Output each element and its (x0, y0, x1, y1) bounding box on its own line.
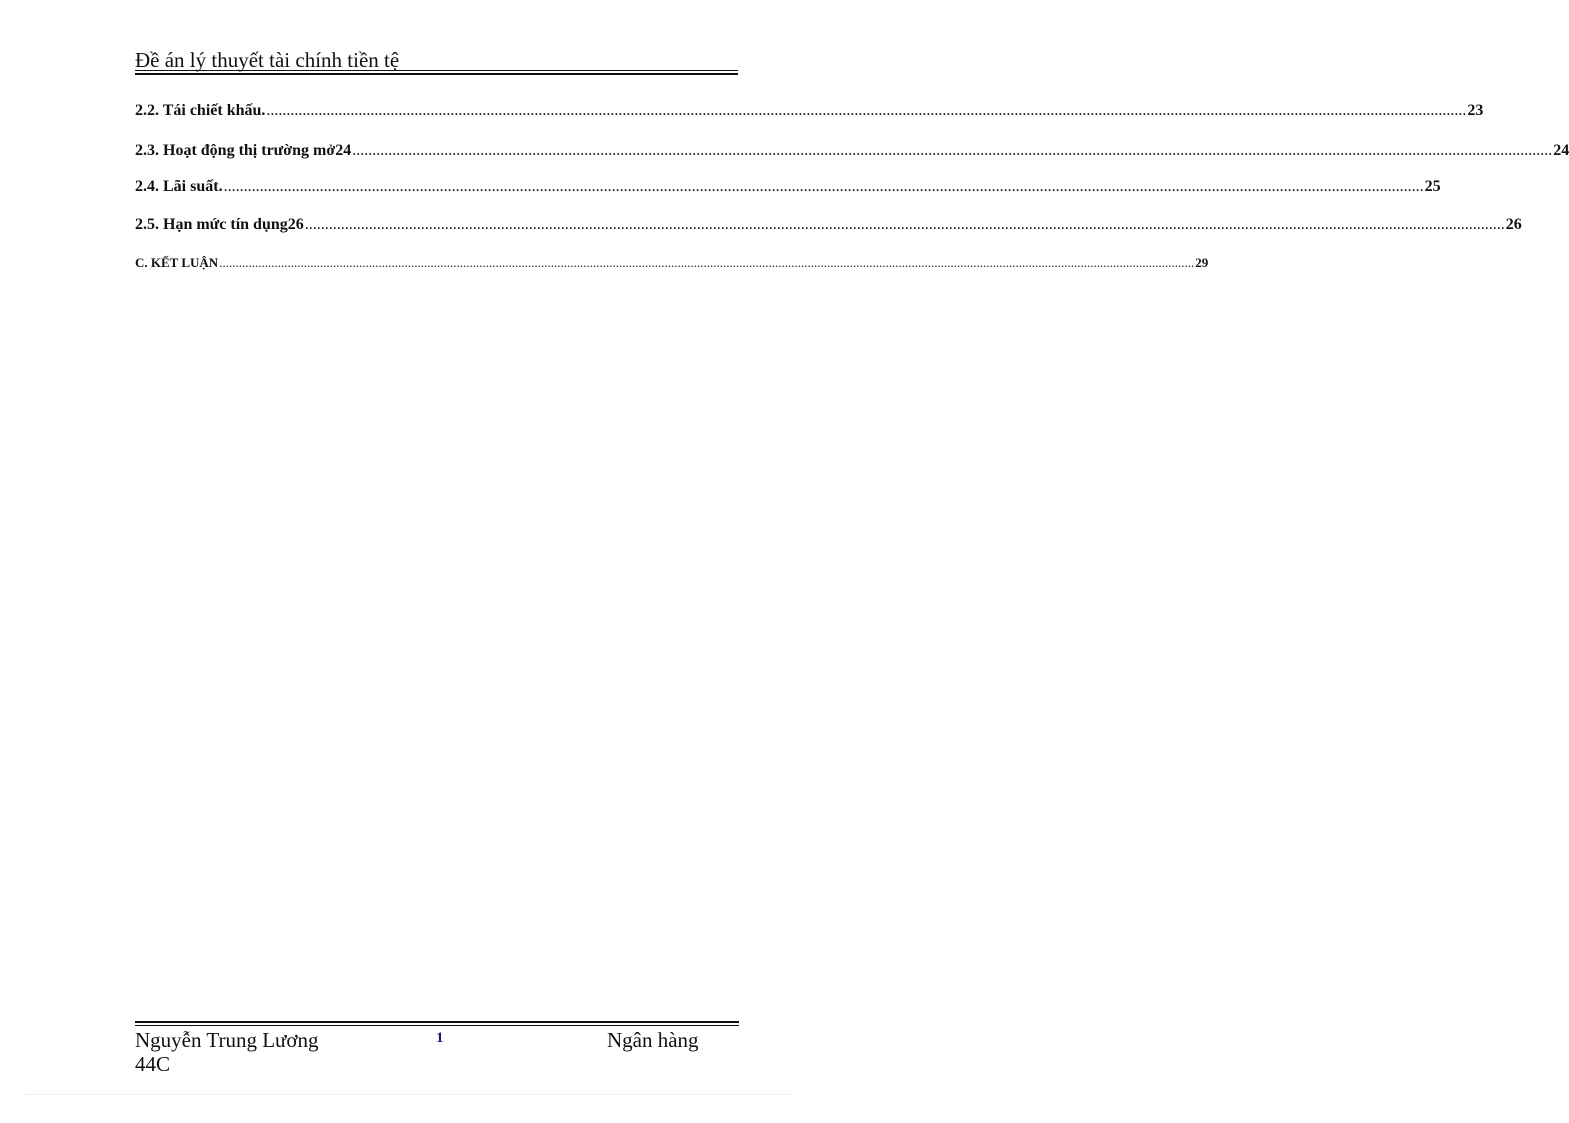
footer-page-number: 1 (436, 1030, 444, 1046)
toc-dot-leader: ............................................................................................................................................................................................................................................................................................................ (219, 255, 1195, 270)
toc-dot-leader: ............................................................................................................................................................................................................................................................................................................ (266, 102, 1467, 119)
footer-department: Ngân hàng (607, 1028, 699, 1052)
toc-dot-leader: ............................................................................................................................................................................................................................................................................................................ (304, 216, 1505, 233)
page-bottom-edge (24, 1094, 792, 1095)
footer-class-code: 44C (135, 1052, 171, 1076)
toc-entry-title: 2.2. Tái chiết khấu. (135, 102, 266, 119)
toc-entry-page: 29 (1195, 255, 1209, 270)
toc-entry[interactable] (135, 100, 1484, 122)
header-double-rule (135, 70, 738, 75)
document-header-title: Đề án lý thuyết tài chính tiền tệ (135, 48, 400, 72)
toc-entry-page: 24 (1553, 142, 1569, 159)
toc-entry-title: 2.5. Hạn mức tín dụng26 (135, 216, 304, 233)
toc-entry[interactable] (135, 176, 1441, 198)
toc-entry[interactable] (135, 214, 1522, 236)
toc-entry[interactable] (135, 252, 1209, 274)
toc-entry[interactable] (135, 140, 1569, 162)
footer-double-rule (135, 1021, 739, 1026)
toc-entry-page: 26 (1505, 216, 1522, 233)
toc-dot-leader: ............................................................................................................................................................................................................................................................................................................ (352, 142, 1553, 159)
footer-author-name: Nguyễn Trung Lương (135, 1028, 319, 1052)
toc-entry-title: 2.3. Hoạt động thị trường mở24 (135, 142, 352, 159)
toc-entry-title: 2.4. Lãi suất. (135, 178, 223, 195)
toc-entry-page: 23 (1467, 102, 1484, 119)
toc-dot-leader: ............................................................................................................................................................................................................................................................................................................ (223, 178, 1424, 195)
toc-entry-title: C. KẾT LUẬN (135, 255, 219, 270)
toc-entry-page: 25 (1424, 178, 1441, 195)
